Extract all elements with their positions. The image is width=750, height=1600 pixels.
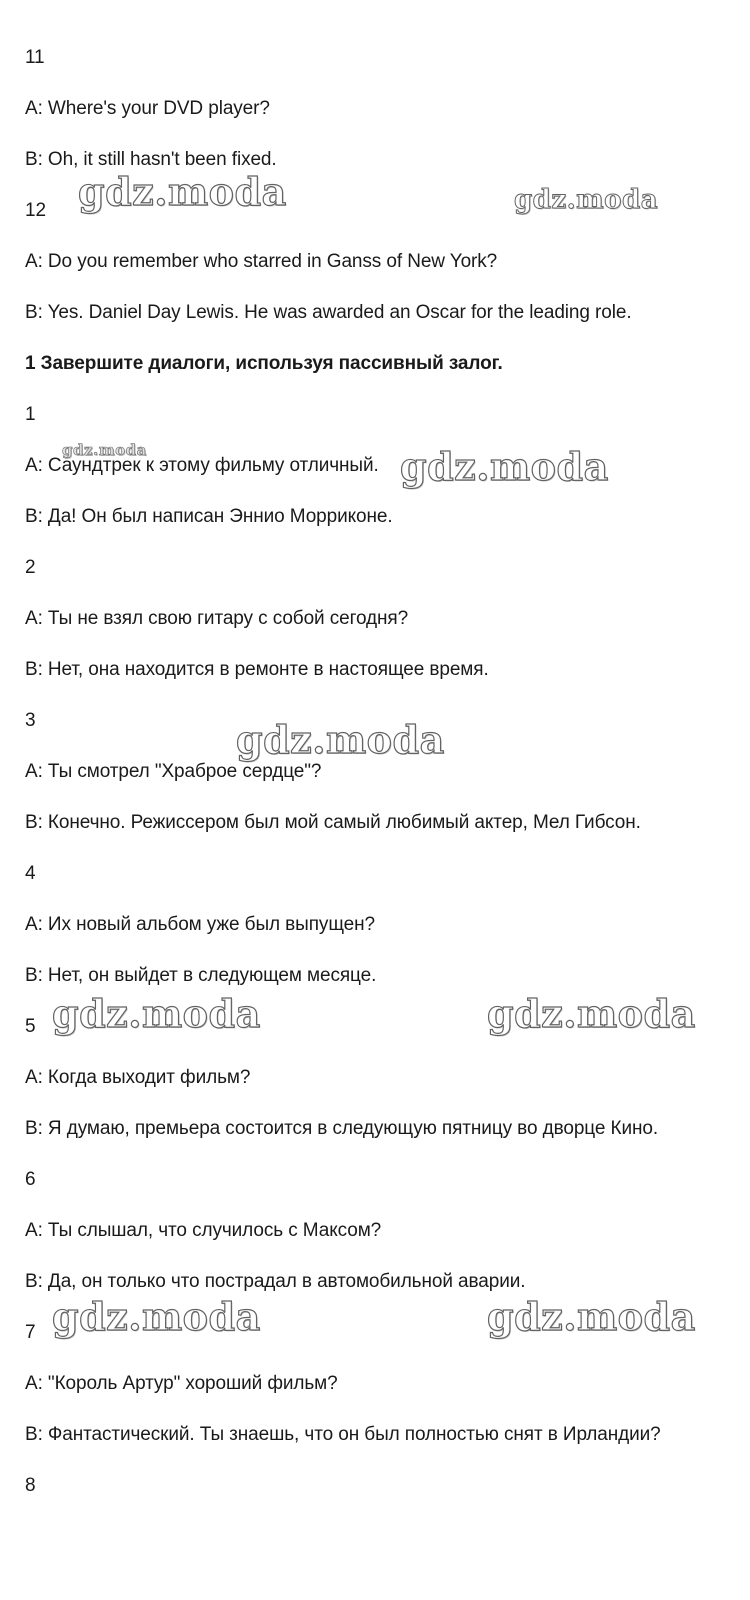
exercise-number: 12 bbox=[25, 200, 46, 221]
exercise-number: 2 bbox=[25, 557, 36, 578]
dialogue-line-b: B: Я думаю, премьера состоится в следующую пятницу во дворце Кино. bbox=[25, 1118, 659, 1139]
dialogue-line-b: B: Фантастический. Ты знаешь, что он был полностью снят в Ирландии? bbox=[25, 1424, 661, 1445]
watermark: gdz.moda bbox=[514, 185, 659, 215]
watermark: gdz.moda bbox=[52, 1294, 261, 1339]
section-heading: 1 Завершите диалоги, используя пассивный залог. bbox=[25, 353, 503, 374]
dialogue-line-b: B: Конечно. Режиссером был мой самый любимый актер, Мел Гибсон. bbox=[25, 812, 641, 833]
exercise-number: 4 bbox=[25, 863, 36, 884]
dialogue-line-a: A: Саундтрек к этому фильму отличный. bbox=[25, 455, 379, 476]
dialogue-line-b: B: Yes. Daniel Day Lewis. He was awarded an Oscar for the leading role. bbox=[25, 302, 632, 323]
watermark: gdz.moda bbox=[62, 441, 147, 459]
exercise-number: 8 bbox=[25, 1475, 36, 1496]
dialogue-line-a: A: Where's your DVD player? bbox=[25, 98, 270, 119]
dialogue-line-a: A: Их новый альбом уже был выпущен? bbox=[25, 914, 375, 935]
dialogue-line-b: B: Да, он только что пострадал в автомобильной аварии. bbox=[25, 1271, 526, 1292]
exercise-number: 11 bbox=[25, 47, 45, 68]
exercise-number: 5 bbox=[25, 1016, 36, 1037]
exercise-number: 7 bbox=[25, 1322, 36, 1343]
dialogue-line-b: B: Нет, она находится в ремонте в настоящее время. bbox=[25, 659, 489, 680]
dialogue-line-a: A: Do you remember who starred in Ganss of New York? bbox=[25, 251, 498, 272]
watermark: gdz.moda bbox=[236, 717, 445, 762]
exercise-number: 6 bbox=[25, 1169, 36, 1190]
watermark: gdz.moda bbox=[400, 444, 609, 489]
exercise-number: 3 bbox=[25, 710, 36, 731]
dialogue-line-a: A: "Король Артур" хороший фильм? bbox=[25, 1373, 338, 1394]
dialogue-line-b: B: Да! Он был написан Эннио Морриконе. bbox=[25, 506, 393, 527]
dialogue-line-b: B: Oh, it still hasn't been fixed. bbox=[25, 149, 277, 170]
dialogue-line-a: A: Ты слышал, что случилось с Максом? bbox=[25, 1220, 382, 1241]
watermark: gdz.moda bbox=[52, 991, 261, 1036]
watermark: gdz.moda bbox=[487, 1294, 696, 1339]
exercise-number: 1 bbox=[25, 404, 36, 425]
watermark: gdz.moda bbox=[78, 169, 287, 214]
dialogue-line-a: A: Когда выходит фильм? bbox=[25, 1067, 251, 1088]
dialogue-line-a: A: Ты не взял свою гитару с собой сегодня? bbox=[25, 608, 409, 629]
dialogue-line-a: A: Ты смотрел "Храброе сердце"? bbox=[25, 761, 322, 782]
watermark: gdz.moda bbox=[487, 991, 696, 1036]
dialogue-line-b: B: Нет, он выйдет в следующем месяце. bbox=[25, 965, 377, 986]
